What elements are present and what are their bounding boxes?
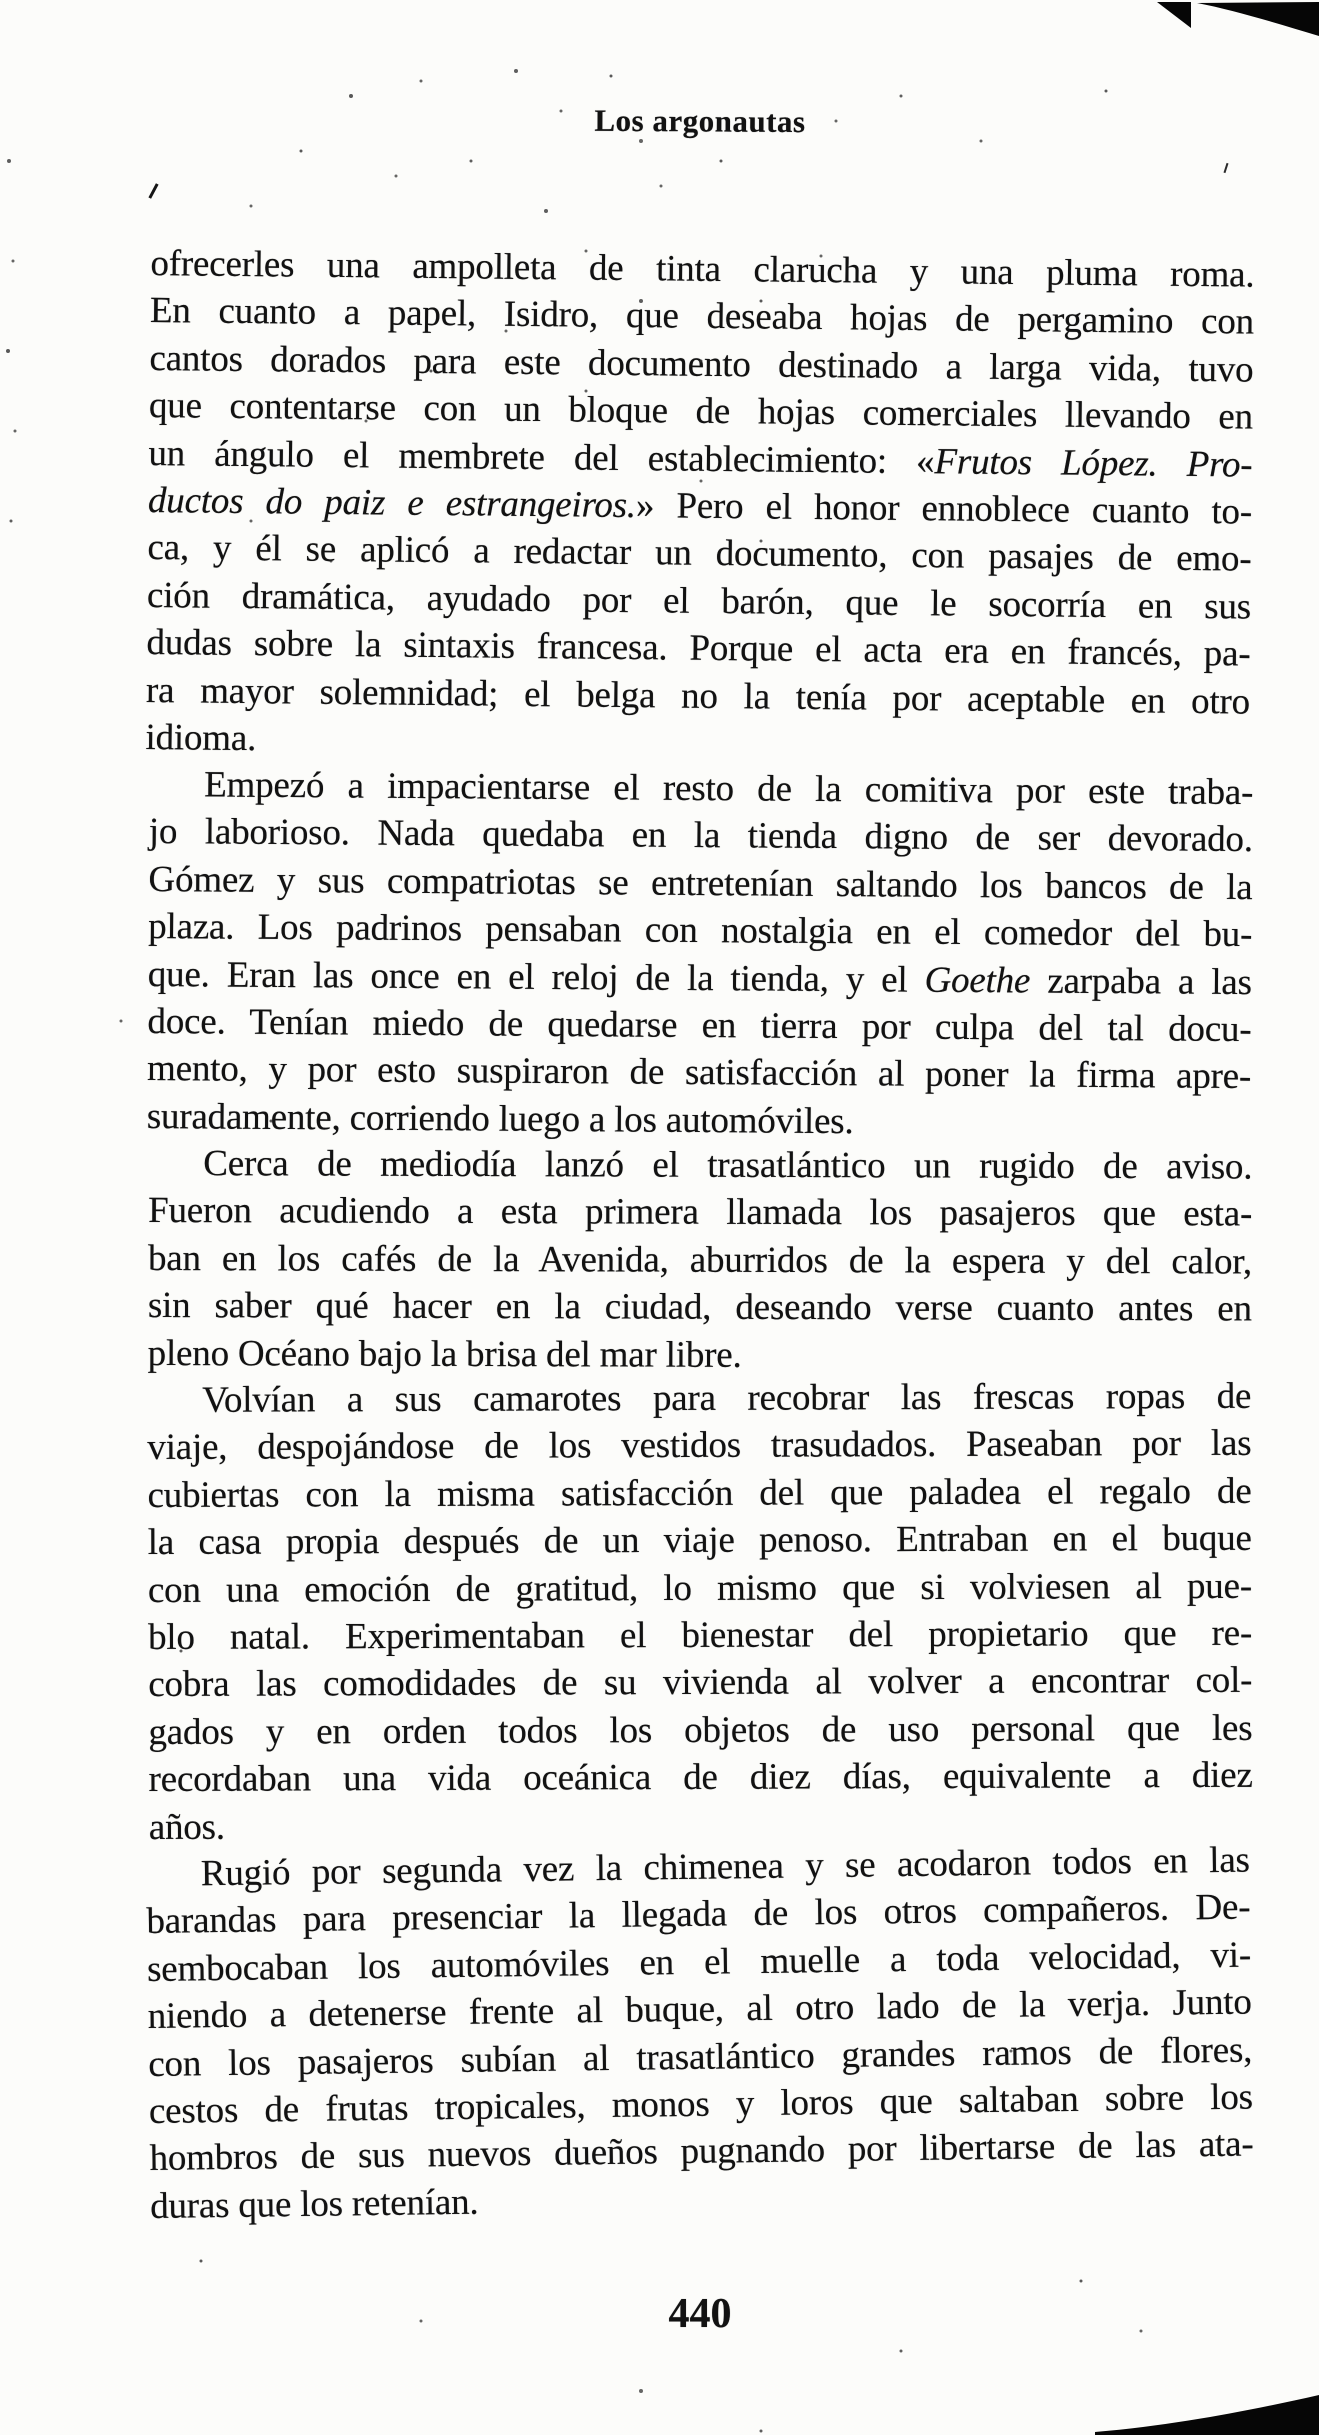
- running-header: Los argonautas: [594, 102, 806, 140]
- text-line: [148, 1657, 1252, 1709]
- text-segment: jo laborioso. Nada quedaba en la tienda digno de ser devorado.: [148, 811, 1253, 861]
- text-line: [148, 1235, 1252, 1286]
- text-segment: ción dramática, ayudado por el barón, que le socorría en sus: [146, 574, 1252, 628]
- text-line: [149, 809, 1253, 864]
- text-segment: niendo a detenerse frente al buque, al otro lado de la verja. Junto: [147, 1982, 1252, 2038]
- text-segment: idioma.: [145, 716, 257, 760]
- text-segment: mento, y por esto suspiraron de satisfacción al poner la firma apre-: [146, 1048, 1252, 1098]
- text-segment: Rugió por segunda vez la chimenea y se acodaron todos en las: [200, 1839, 1251, 1895]
- text-line: [147, 1421, 1251, 1473]
- scan-corner-mark-bottom-icon: [1079, 2385, 1319, 2435]
- scan-slash-mark: [148, 183, 158, 199]
- text-line: [147, 1046, 1251, 1101]
- text-segment: hombros de sus nuevos dueños pugnando por libertarse de las ata-: [149, 2124, 1254, 2180]
- text-segment: sembocaban los automóviles en el muelle a toda velocidad, vi-: [146, 1934, 1252, 1991]
- text-segment: un ángulo el membrete del establecimiento: «: [148, 432, 935, 482]
- paragraph: [145, 240, 1254, 773]
- text-segment: con una emoción de gratitud, lo mismo que si volviesen al pue-: [147, 1565, 1252, 1611]
- text-segment: plaza. Los padrinos pensaban con nostalgia en el comedor del bu-: [148, 906, 1253, 956]
- paragraph: [146, 1837, 1255, 2231]
- text-line: [148, 1283, 1252, 1334]
- text-line: [147, 1468, 1251, 1520]
- text-segment: pleno Océano bajo la brisa del mar libre.: [147, 1332, 742, 1376]
- text-segment: zarpaba a las: [1030, 960, 1252, 1003]
- text-line: [149, 1752, 1253, 1804]
- text-segment: con los pasajeros subían al trasatlántico grandes ramos de flores,: [148, 2029, 1253, 2085]
- text-line: [148, 1140, 1252, 1191]
- text-segment: En cuanto a papel, Isidro, que deseaba hojas de pergamino con: [149, 290, 1255, 343]
- text-segment: dudas sobre la sintaxis francesa. Porque el acta era en francés, pa-: [146, 622, 1251, 675]
- text-segment: Gómez y sus compatriotas se entretenían saltando los bancos de la: [148, 859, 1253, 909]
- text-segment: barandas para presenciar la llegada de los otros compañeros. De-: [146, 1887, 1251, 1943]
- paragraph: [147, 1373, 1253, 1851]
- text-segment: viaje, despojándose de los vestidos trasudados. Paseaban por las: [147, 1423, 1252, 1469]
- text-segment: cestos de frutas tropicales, monos y loros que saltaban sobre los: [148, 2076, 1254, 2133]
- text-line: [147, 998, 1251, 1053]
- text-segment: que contentarse con un bloque de hojas comerciales llevando en: [148, 385, 1254, 438]
- text-segment: sin saber qué hacer en la ciudad, deseando verse cuanto antes en: [147, 1285, 1252, 1331]
- text-segment: ofrecerles una ampolleta de tinta clarucha y una pluma roma.: [150, 243, 1255, 296]
- text-segment: recordaban una vida oceánica de diez días, equivalente a diez: [148, 1755, 1253, 1801]
- text-segment: » Pero el honor ennoblece cuanto to-: [635, 485, 1253, 533]
- paragraph: [148, 1140, 1253, 1380]
- text-line: [148, 1705, 1252, 1757]
- text-segment: Fueron acudiendo a esta primera llamada los pasajeros que esta-: [148, 1190, 1253, 1236]
- text-segment: cobra las comodidades de su vivienda al volver a encontrar col-: [148, 1660, 1253, 1706]
- text-segment: gados y en orden todos los objetos de uso personal que les: [148, 1707, 1253, 1754]
- text-segment: suradamente, corriendo luego a los automóviles.: [146, 1096, 854, 1143]
- paragraph: [147, 761, 1254, 1148]
- text-segment: duras que los retenían.: [149, 2181, 479, 2227]
- scan-corner-mark-top-icon: [1079, 0, 1319, 45]
- text-segment: Empezó a impacientarse el resto de la comitiva por este traba-: [204, 764, 1254, 814]
- text-segment: blo natal. Experimentaban el bienestar del propietario que re-: [148, 1613, 1253, 1659]
- text-line: [148, 951, 1252, 1006]
- text-segment: ca, y él se aplicó a redactar un documento, con pasajes de emo-: [147, 527, 1252, 580]
- italic-text-segment: ductos do paiz e estrangeiros.: [147, 479, 637, 527]
- text-line: [148, 1188, 1252, 1239]
- text-segment: Volvían a sus camarotes para recobrar las frescas ropas de: [202, 1376, 1252, 1422]
- text-segment: cubiertas con la misma satisfacción del que paladea el regalo de: [147, 1470, 1252, 1517]
- text-line: [148, 903, 1252, 958]
- scan-noise-specks: [0, 0, 2, 2]
- text-line: [148, 1515, 1252, 1567]
- text-line: [148, 1610, 1252, 1662]
- italic-text-segment: Goethe: [924, 959, 1031, 1002]
- scan-tick-mark: [1224, 163, 1229, 173]
- text-segment: doce. Tenían miedo de quedarse en tierra por culpa del tal docu-: [147, 1001, 1252, 1051]
- text-segment: cantos dorados para este documento destinado a larga vida, tuvo: [149, 337, 1254, 391]
- text-segment: ban en los cafés de la Avenida, aburridos de la espera y del calor,: [147, 1238, 1253, 1283]
- text-line: [149, 761, 1253, 816]
- text-segment: ra mayor solemnidad; el belga no la tenía por aceptable en otro: [145, 669, 1251, 723]
- text-segment: Cerca de mediodía lanzó el trasatlántico un rugido de aviso.: [203, 1143, 1253, 1188]
- italic-text-segment: Frutos López. Pro-: [934, 440, 1253, 486]
- text-line: [147, 1373, 1251, 1425]
- page-number: 440: [668, 2291, 732, 2337]
- text-line: [148, 856, 1252, 911]
- text-line: [148, 1563, 1252, 1615]
- text-segment: la casa propia después de un viaje penoso. Entraban en el buque: [147, 1518, 1252, 1564]
- text-segment: años.: [148, 1806, 225, 1848]
- text-segment: que. Eran las once en el reloj de la tienda, y el: [147, 953, 925, 1001]
- body-text: [145, 240, 1255, 2230]
